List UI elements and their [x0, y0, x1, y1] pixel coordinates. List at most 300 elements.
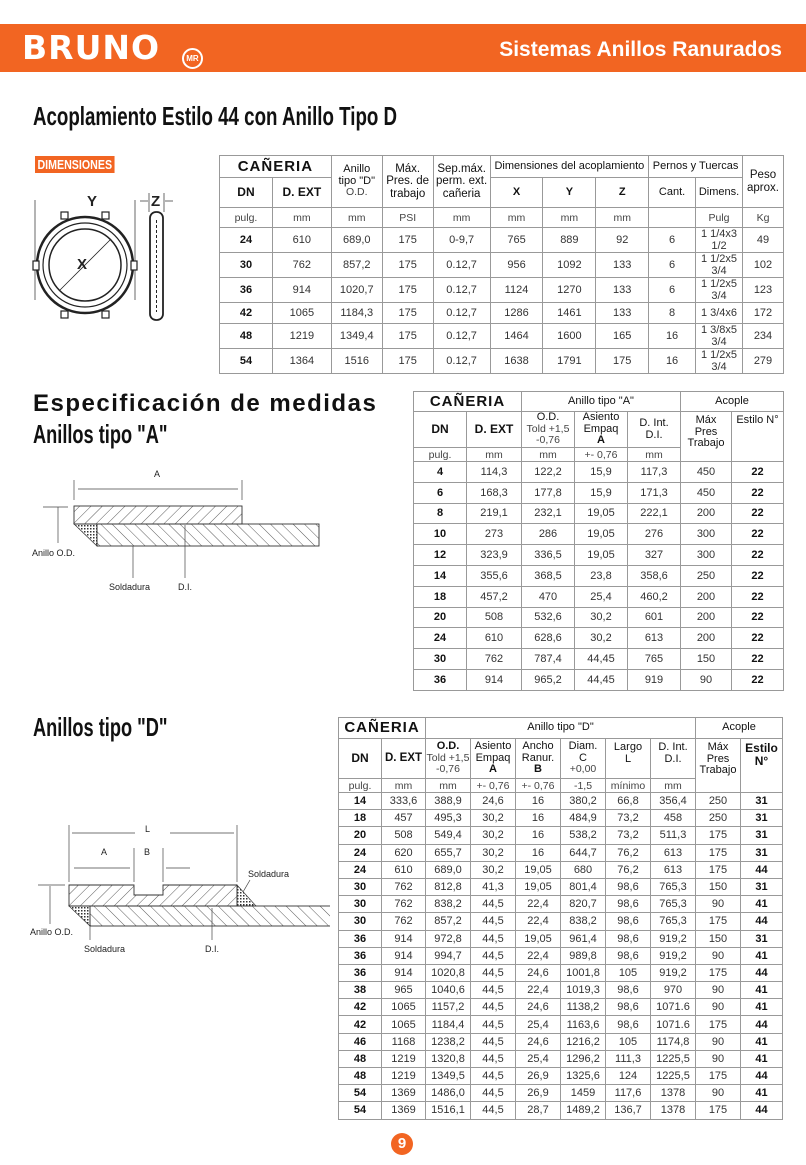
- table-cell: 689,0: [331, 228, 382, 253]
- table-cell: 133: [596, 253, 649, 278]
- table-cell: 90: [696, 896, 741, 913]
- table-cell: 44: [741, 913, 783, 930]
- table-cell: 0.12,7: [433, 324, 490, 349]
- table-cell: 549,4: [426, 827, 471, 844]
- table-cell: 16: [649, 324, 696, 349]
- table-cell: 1489,2: [561, 1102, 606, 1119]
- table-cell: 762: [382, 913, 426, 930]
- table-cell: 30: [414, 649, 467, 670]
- table-cell: 24,6: [516, 1033, 561, 1050]
- table-cell: 175: [382, 349, 433, 374]
- table-row: [414, 462, 784, 483]
- table-cell: 1071.6: [651, 1016, 696, 1033]
- table-cell: 24: [220, 228, 273, 253]
- table-cell: 30: [339, 896, 382, 913]
- table-cell: 970: [651, 982, 696, 999]
- table-cell: 601: [628, 607, 681, 628]
- table-cell: 117,6: [606, 1085, 651, 1102]
- table-cell: 24,6: [471, 793, 516, 810]
- table-cell: 470: [522, 586, 575, 607]
- page-number: 9: [391, 1133, 413, 1155]
- table-cell: 22: [732, 524, 784, 545]
- table-cell: 1286: [490, 303, 543, 324]
- table-row: [339, 947, 783, 964]
- table-cell: 20: [339, 827, 382, 844]
- table-cell: 450: [681, 482, 732, 503]
- table-cell: 1065: [272, 303, 331, 324]
- table-cell: 168,3: [467, 482, 522, 503]
- table-cell: 961,4: [561, 930, 606, 947]
- table-cell: 1238,2: [426, 1033, 471, 1050]
- table-cell: 44,45: [575, 669, 628, 690]
- table-cell: 19,05: [516, 878, 561, 895]
- diagram-di-label: D.I.: [178, 582, 193, 592]
- table-cell: 18: [414, 586, 467, 607]
- table-cell: 54: [339, 1102, 382, 1119]
- table-cell: 610: [467, 628, 522, 649]
- table-cell: 30,2: [471, 827, 516, 844]
- table-cell: 0.12,7: [433, 278, 490, 303]
- table-cell: 300: [681, 524, 732, 545]
- table-row: [339, 793, 783, 810]
- table-cell: 175: [696, 827, 741, 844]
- table-cell: 172: [742, 303, 783, 324]
- table-cell: 30: [220, 253, 273, 278]
- table-cell: 200: [681, 586, 732, 607]
- table-cell: 1369: [382, 1102, 426, 1119]
- table-cell: 1516,1: [426, 1102, 471, 1119]
- table-cell: 41: [741, 982, 783, 999]
- table-cell: 1157,2: [426, 999, 471, 1016]
- table-cell: 914: [382, 947, 426, 964]
- ring-d-table: [338, 717, 783, 1120]
- table-cell: 175: [596, 349, 649, 374]
- header-pernos: Pernos y Tuercas: [649, 156, 743, 178]
- table-cell: 22: [732, 628, 784, 649]
- ring-a-table: [413, 391, 784, 691]
- diagram-od-label: Anillo O.D.: [32, 548, 76, 558]
- table-cell: 150: [696, 930, 741, 947]
- dim-label-z: Z: [151, 193, 161, 210]
- table-row: [220, 349, 784, 374]
- table-row: [414, 607, 784, 628]
- table-cell: 250: [696, 793, 741, 810]
- table-cell: 123: [742, 278, 783, 303]
- table-cell: 18: [339, 810, 382, 827]
- table-cell: 200: [681, 607, 732, 628]
- table-cell: 838,2: [561, 913, 606, 930]
- header-dn: DN: [414, 412, 467, 448]
- table-cell: 122,2: [522, 462, 575, 483]
- table-cell: 44,5: [471, 1102, 516, 1119]
- table-row: [220, 278, 784, 303]
- table-cell: 1020,7: [331, 278, 382, 303]
- header-largo: Largo L: [606, 739, 651, 779]
- table-cell: 1486,0: [426, 1085, 471, 1102]
- table-cell: 16: [516, 810, 561, 827]
- table-cell: 175: [696, 913, 741, 930]
- dimensions-tag: DIMENSIONES: [35, 156, 115, 173]
- table-cell: 175: [382, 228, 433, 253]
- table-cell: 762: [272, 253, 331, 278]
- diagram-od-label: Anillo O.D.: [30, 927, 74, 937]
- table-row: [414, 565, 784, 586]
- table-row: [220, 303, 784, 324]
- table-cell: 889: [543, 228, 596, 253]
- table-row: [339, 913, 783, 930]
- table-cell: 76,2: [606, 861, 651, 878]
- table-cell: 44: [741, 1016, 783, 1033]
- header-dext: D. EXT: [272, 178, 331, 208]
- table-cell: 28,7: [516, 1102, 561, 1119]
- header-sep-max: Sep.máx. perm. ext. cañeria: [433, 156, 490, 208]
- table-cell: 26,9: [516, 1068, 561, 1085]
- table-cell: 150: [681, 649, 732, 670]
- table-cell: 956: [490, 253, 543, 278]
- table-cell: 19,05: [575, 524, 628, 545]
- table-cell: 1 3/4x6: [696, 303, 743, 324]
- table-cell: 273: [467, 524, 522, 545]
- table-cell: 919: [628, 669, 681, 690]
- table-cell: 98,6: [606, 1016, 651, 1033]
- table-cell: 16: [516, 827, 561, 844]
- table-cell: 98,6: [606, 930, 651, 947]
- table-cell: 177,8: [522, 482, 575, 503]
- table-cell: 16: [516, 844, 561, 861]
- table-cell: 1 1/4x3 1/2: [696, 228, 743, 253]
- table-cell: 105: [606, 964, 651, 981]
- table-row: [414, 669, 784, 690]
- table-row: [339, 878, 783, 895]
- table-cell: 457,2: [467, 586, 522, 607]
- table-cell: 22: [732, 482, 784, 503]
- table-cell: 44,5: [471, 1033, 516, 1050]
- table-cell: 6: [649, 253, 696, 278]
- diagram-a-label: A: [101, 847, 108, 857]
- table-cell: 15,9: [575, 482, 628, 503]
- table-cell: 175: [696, 861, 741, 878]
- table-cell: 31: [741, 793, 783, 810]
- table-cell: 22: [732, 607, 784, 628]
- table-cell: 457: [382, 810, 426, 827]
- table-cell: 22,4: [516, 896, 561, 913]
- table-cell: 919,2: [651, 947, 696, 964]
- table-cell: 965: [382, 982, 426, 999]
- table-row: [414, 545, 784, 566]
- table-cell: 1174,8: [651, 1033, 696, 1050]
- table-cell: 90: [696, 999, 741, 1016]
- header-caneria: CAÑERIA: [220, 156, 332, 178]
- table-cell: 54: [220, 349, 273, 374]
- table-cell: 1516: [331, 349, 382, 374]
- table-cell: 19,05: [516, 861, 561, 878]
- header-dn: DN: [339, 739, 382, 779]
- table-cell: 165: [596, 324, 649, 349]
- table-cell: 919,2: [651, 930, 696, 947]
- table-cell: 90: [696, 982, 741, 999]
- header-max-pres: Máx Pres Trabajo: [681, 412, 732, 462]
- table-cell: 44,5: [471, 896, 516, 913]
- table-cell: 644,7: [561, 844, 606, 861]
- table-cell: 1325,6: [561, 1068, 606, 1085]
- table-cell: 1040,6: [426, 982, 471, 999]
- table-cell: 234: [742, 324, 783, 349]
- table-row: [339, 1033, 783, 1050]
- table-cell: 41: [741, 1033, 783, 1050]
- table-cell: 22,4: [516, 913, 561, 930]
- table-cell: 765,3: [651, 878, 696, 895]
- table-cell: 628,6: [522, 628, 575, 649]
- table-cell: 90: [696, 1050, 741, 1067]
- table-cell: 114,3: [467, 462, 522, 483]
- table-cell: 336,5: [522, 545, 575, 566]
- table-cell: 30,2: [575, 607, 628, 628]
- table-cell: 44,5: [471, 1085, 516, 1102]
- table-row: [339, 827, 783, 844]
- table-cell: 76,2: [606, 844, 651, 861]
- header-asiento: Asiento Empaq A: [471, 739, 516, 779]
- table-row: [414, 503, 784, 524]
- table-cell: 232,1: [522, 503, 575, 524]
- table-cell: 765: [628, 649, 681, 670]
- coupling-diagram: [30, 190, 190, 340]
- table-cell: 15,9: [575, 462, 628, 483]
- table-cell: 24,6: [516, 964, 561, 981]
- header-anillo-a: Anillo tipo "A": [522, 392, 681, 412]
- table-cell: 356,4: [651, 793, 696, 810]
- table-cell: 41: [741, 1085, 783, 1102]
- table-cell: 355,6: [467, 565, 522, 586]
- table-cell: 41: [741, 896, 783, 913]
- units-row: pulg. mm mm PSI mm mm mm mm Pulg Kg: [220, 208, 784, 228]
- table-cell: 1791: [543, 349, 596, 374]
- table-cell: 680: [561, 861, 606, 878]
- table-row: [339, 1085, 783, 1102]
- table-row: [414, 628, 784, 649]
- table-cell: 508: [382, 827, 426, 844]
- table-cell: 42: [220, 303, 273, 324]
- table-cell: 133: [596, 278, 649, 303]
- diagram-soldadura-label: Soldadura: [109, 582, 151, 592]
- header-dn: DN: [220, 178, 273, 208]
- table-cell: 22,4: [516, 947, 561, 964]
- header-ancho: Ancho Ranur. B: [516, 739, 561, 779]
- table-cell: 25,4: [516, 1050, 561, 1067]
- table-cell: 117,3: [628, 462, 681, 483]
- table-cell: 98,6: [606, 982, 651, 999]
- table-cell: 613: [651, 861, 696, 878]
- table-cell: 98,6: [606, 896, 651, 913]
- table-cell: 48: [220, 324, 273, 349]
- table-cell: 175: [382, 303, 433, 324]
- table-cell: 1163,6: [561, 1016, 606, 1033]
- header-dimensiones: Dimensiones del acoplamiento: [490, 156, 649, 178]
- table-cell: 1349,4: [331, 324, 382, 349]
- header-z: Z: [596, 178, 649, 208]
- table-cell: 90: [696, 1085, 741, 1102]
- table-cell: 1216,2: [561, 1033, 606, 1050]
- table-cell: 44,5: [471, 999, 516, 1016]
- table-cell: 22: [732, 586, 784, 607]
- table-cell: 6: [649, 228, 696, 253]
- table-cell: 44,45: [575, 649, 628, 670]
- table-cell: 36: [220, 278, 273, 303]
- section-title-anillos-d: Anillos tipo "D": [33, 712, 168, 742]
- table-cell: 1168: [382, 1033, 426, 1050]
- table-cell: 1349,5: [426, 1068, 471, 1085]
- table-cell: 787,4: [522, 649, 575, 670]
- table-cell: 44,5: [471, 1068, 516, 1085]
- table-cell: 762: [382, 896, 426, 913]
- header-estilo: Estilo N°: [732, 412, 784, 462]
- table-cell: 175: [696, 1068, 741, 1085]
- table-cell: 219,1: [467, 503, 522, 524]
- table-cell: 19,05: [575, 545, 628, 566]
- table-cell: 124: [606, 1068, 651, 1085]
- table-cell: 914: [382, 930, 426, 947]
- header-dint: D. Int. D.I.: [651, 739, 696, 779]
- table-row: [339, 810, 783, 827]
- table-row: [339, 1050, 783, 1067]
- table-cell: 450: [681, 462, 732, 483]
- table-row: [339, 861, 783, 878]
- table-cell: 44: [741, 1068, 783, 1085]
- brand-logo: BRUNO: [22, 28, 161, 67]
- table-cell: 41: [741, 1050, 783, 1067]
- table-row: [414, 649, 784, 670]
- table-cell: 1020,8: [426, 964, 471, 981]
- table-cell: 801,4: [561, 878, 606, 895]
- table-cell: 1320,8: [426, 1050, 471, 1067]
- table-cell: 1464: [490, 324, 543, 349]
- table-cell: 1001,8: [561, 964, 606, 981]
- table-cell: 48: [339, 1050, 382, 1067]
- table-cell: 133: [596, 303, 649, 324]
- header-dimens: Dimens.: [696, 178, 743, 208]
- table-cell: 44: [741, 1102, 783, 1119]
- table-cell: 1065: [382, 1016, 426, 1033]
- table-cell: 90: [696, 947, 741, 964]
- table-cell: 44,5: [471, 1050, 516, 1067]
- table-cell: 73,2: [606, 827, 651, 844]
- table-cell: 200: [681, 503, 732, 524]
- table-cell: 1071.6: [651, 999, 696, 1016]
- table-cell: 6: [414, 482, 467, 503]
- table-cell: 22: [732, 649, 784, 670]
- header-dext: D. EXT: [467, 412, 522, 448]
- table-cell: 98,6: [606, 947, 651, 964]
- header-max-pres: Máx. Pres. de trabajo: [382, 156, 433, 208]
- dim-label-y: Y: [87, 193, 98, 210]
- table-cell: 14: [339, 793, 382, 810]
- table-cell: 92: [596, 228, 649, 253]
- table-cell: 4: [414, 462, 467, 483]
- table-cell: 136,7: [606, 1102, 651, 1119]
- table-cell: 105: [606, 1033, 651, 1050]
- table-cell: 812,8: [426, 878, 471, 895]
- table-cell: 12: [414, 545, 467, 566]
- header-estilo: Estilo N°: [741, 739, 783, 793]
- table-cell: 22: [732, 503, 784, 524]
- table-cell: 150: [696, 878, 741, 895]
- table-cell: 965,2: [522, 669, 575, 690]
- table-cell: 175: [382, 278, 433, 303]
- table-cell: 1138,2: [561, 999, 606, 1016]
- table-cell: 48: [339, 1068, 382, 1085]
- table-cell: 22: [732, 565, 784, 586]
- table-row: [220, 324, 784, 349]
- table-cell: 19,05: [575, 503, 628, 524]
- table-cell: 1 1/2x5 3/4: [696, 253, 743, 278]
- table-cell: 8: [414, 503, 467, 524]
- table-cell: 66,8: [606, 793, 651, 810]
- table-cell: 1124: [490, 278, 543, 303]
- table-cell: 838,2: [426, 896, 471, 913]
- table-cell: 1270: [543, 278, 596, 303]
- table-cell: 765,3: [651, 896, 696, 913]
- table-cell: 20: [414, 607, 467, 628]
- table-row: [339, 982, 783, 999]
- table-cell: 41,3: [471, 878, 516, 895]
- table-cell: 250: [681, 565, 732, 586]
- table-cell: 22: [732, 669, 784, 690]
- table-cell: 73,2: [606, 810, 651, 827]
- table-cell: 610: [382, 861, 426, 878]
- registered-mark: MR: [182, 48, 203, 69]
- table-cell: 111,3: [606, 1050, 651, 1067]
- header-y: Y: [543, 178, 596, 208]
- header-anillo: Anillo tipo "D" O.D.: [331, 156, 382, 208]
- table-cell: 30: [339, 878, 382, 895]
- table-cell: 0.12,7: [433, 303, 490, 324]
- table-cell: 44,5: [471, 913, 516, 930]
- table-row: [339, 844, 783, 861]
- diagram-b-label: B: [144, 847, 151, 857]
- dim-label-x: X: [77, 256, 88, 273]
- table-cell: 1184,4: [426, 1016, 471, 1033]
- table-cell: 175: [696, 844, 741, 861]
- header-acople: Acople: [696, 718, 783, 739]
- table-cell: 368,5: [522, 565, 575, 586]
- header-dext: D. EXT: [382, 739, 426, 779]
- table-cell: 8: [649, 303, 696, 324]
- table-cell: 765: [490, 228, 543, 253]
- table-cell: 1 1/2x5 3/4: [696, 349, 743, 374]
- header-od: O.D. Told +1,5 -0,76: [522, 412, 575, 448]
- table-cell: 36: [414, 669, 467, 690]
- table-cell: 22: [732, 545, 784, 566]
- table-cell: 460,2: [628, 586, 681, 607]
- table-cell: 175: [382, 324, 433, 349]
- table-cell: 484,9: [561, 810, 606, 827]
- table-cell: 0-9,7: [433, 228, 490, 253]
- table-cell: 1219: [272, 324, 331, 349]
- diagram-a-label: A: [154, 469, 161, 479]
- table-cell: 42: [339, 999, 382, 1016]
- table-cell: 30,2: [471, 861, 516, 878]
- table-cell: 44,5: [471, 1016, 516, 1033]
- table-cell: 333,6: [382, 793, 426, 810]
- table-cell: 914: [272, 278, 331, 303]
- table-cell: 44: [741, 964, 783, 981]
- table-cell: 327: [628, 545, 681, 566]
- table-cell: 538,2: [561, 827, 606, 844]
- table-cell: 1219: [382, 1068, 426, 1085]
- table-cell: 10: [414, 524, 467, 545]
- table-cell: 857,2: [426, 913, 471, 930]
- table-cell: 44,5: [471, 964, 516, 981]
- table-cell: 46: [339, 1033, 382, 1050]
